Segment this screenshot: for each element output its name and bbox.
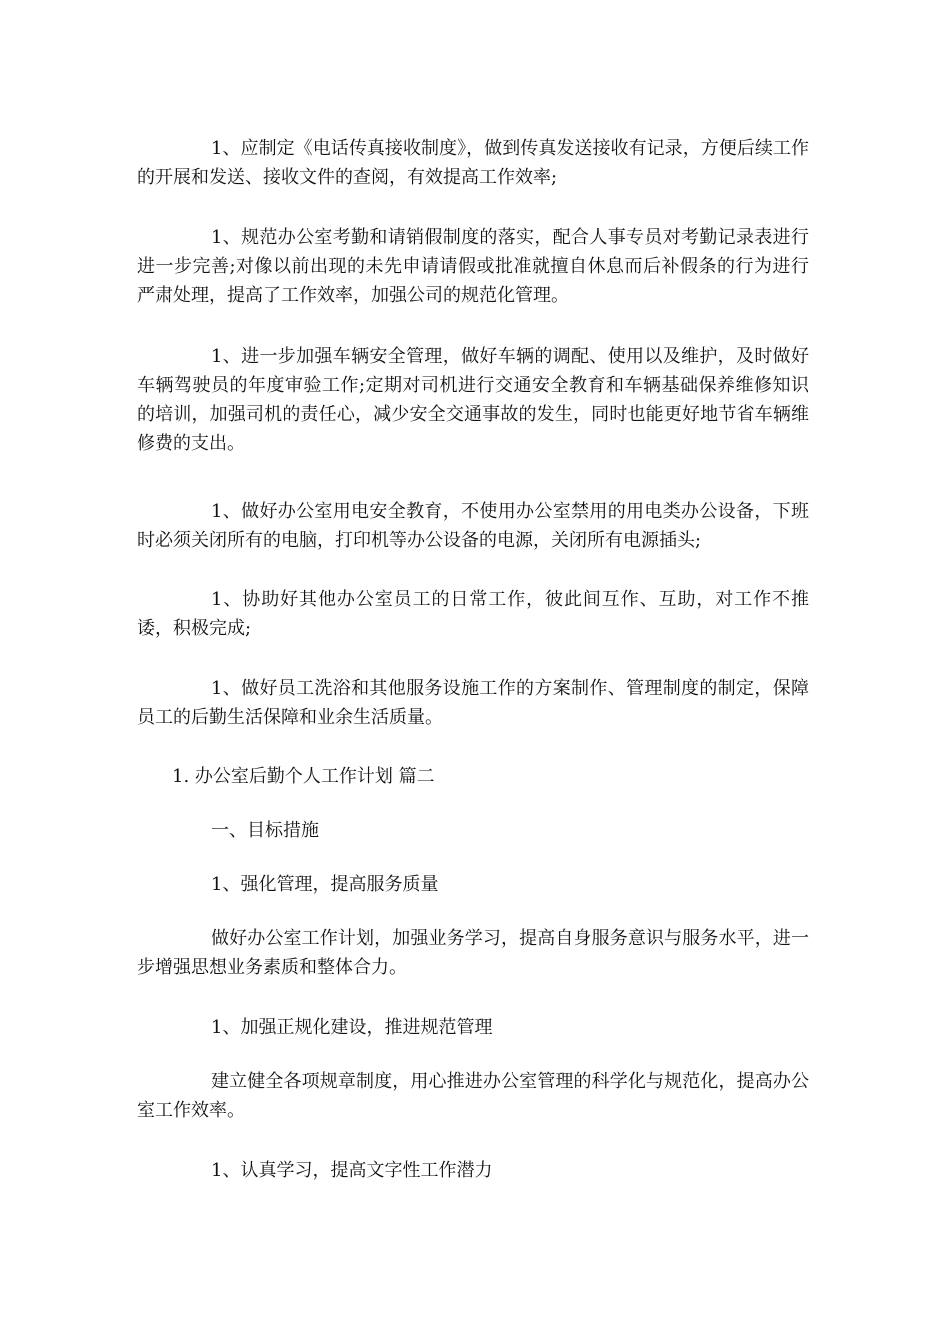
heading-goals: 一、目标措施 <box>211 820 319 841</box>
paragraph-team-support: 1、协助好其他办公室员工的日常工作，彼此间互作、互助，对工作不推诿，积极完成; <box>137 589 809 639</box>
item1-title: 1、强化管理，提高服务质量 <box>211 874 439 895</box>
paragraph-electric-safety: 1、做好办公室用电安全教育，不使用办公室禁用的用电类办公设备，下班时必须关闭所有的电脑，打印机等办公设备的电源，关闭所有电源插头; <box>137 501 809 551</box>
paragraph-attendance-policy: 1、规范办公室考勤和请销假制度的落实，配合人事专员对考勤记录表进行进一步完善;对像以前出现的未先申请请假或批准就擅自休息而后补假条的行为进行严肃处理，提高了工作效率，加强公司的规范化管理。 <box>137 227 809 306</box>
paragraph-fax-policy: 1、应制定《电话传真接收制度》，做到传真发送接收有记录，方便后续工作的开展和发送、接收文件的查阅，有效提高工作效率; <box>137 138 809 188</box>
item3-title: 1、认真学习，提高文字性工作潜力 <box>211 1160 493 1181</box>
section-title: 1. 办公室后勤个人工作计划 篇二 <box>172 766 435 787</box>
item2-body: 建立健全各项规章制度，用心推进办公室管理的科学化与规范化，提高办公室工作效率。 <box>137 1071 809 1121</box>
item2-title: 1、加强正规化建设，推进规范管理 <box>211 1017 493 1038</box>
paragraph-employee-services: 1、做好员工洗浴和其他服务设施工作的方案制作、管理制度的制定，保障员工的后勤生活保障和业余生活质量。 <box>137 678 809 728</box>
paragraph-vehicle-safety: 1、进一步加强车辆安全管理，做好车辆的调配、使用以及维护，及时做好车辆驾驶员的年度审验工作;定期对司机进行交通安全教育和车辆基础保养维修知识的培训，加强司机的责任心，减少安全交通事故的发生，同时也能更好地节省车辆维修费的支出。 <box>137 346 809 454</box>
item1-body: 做好办公室工作计划，加强业务学习，提高自身服务意识与服务水平，进一步增强思想业务素质和整体合力。 <box>137 928 809 978</box>
